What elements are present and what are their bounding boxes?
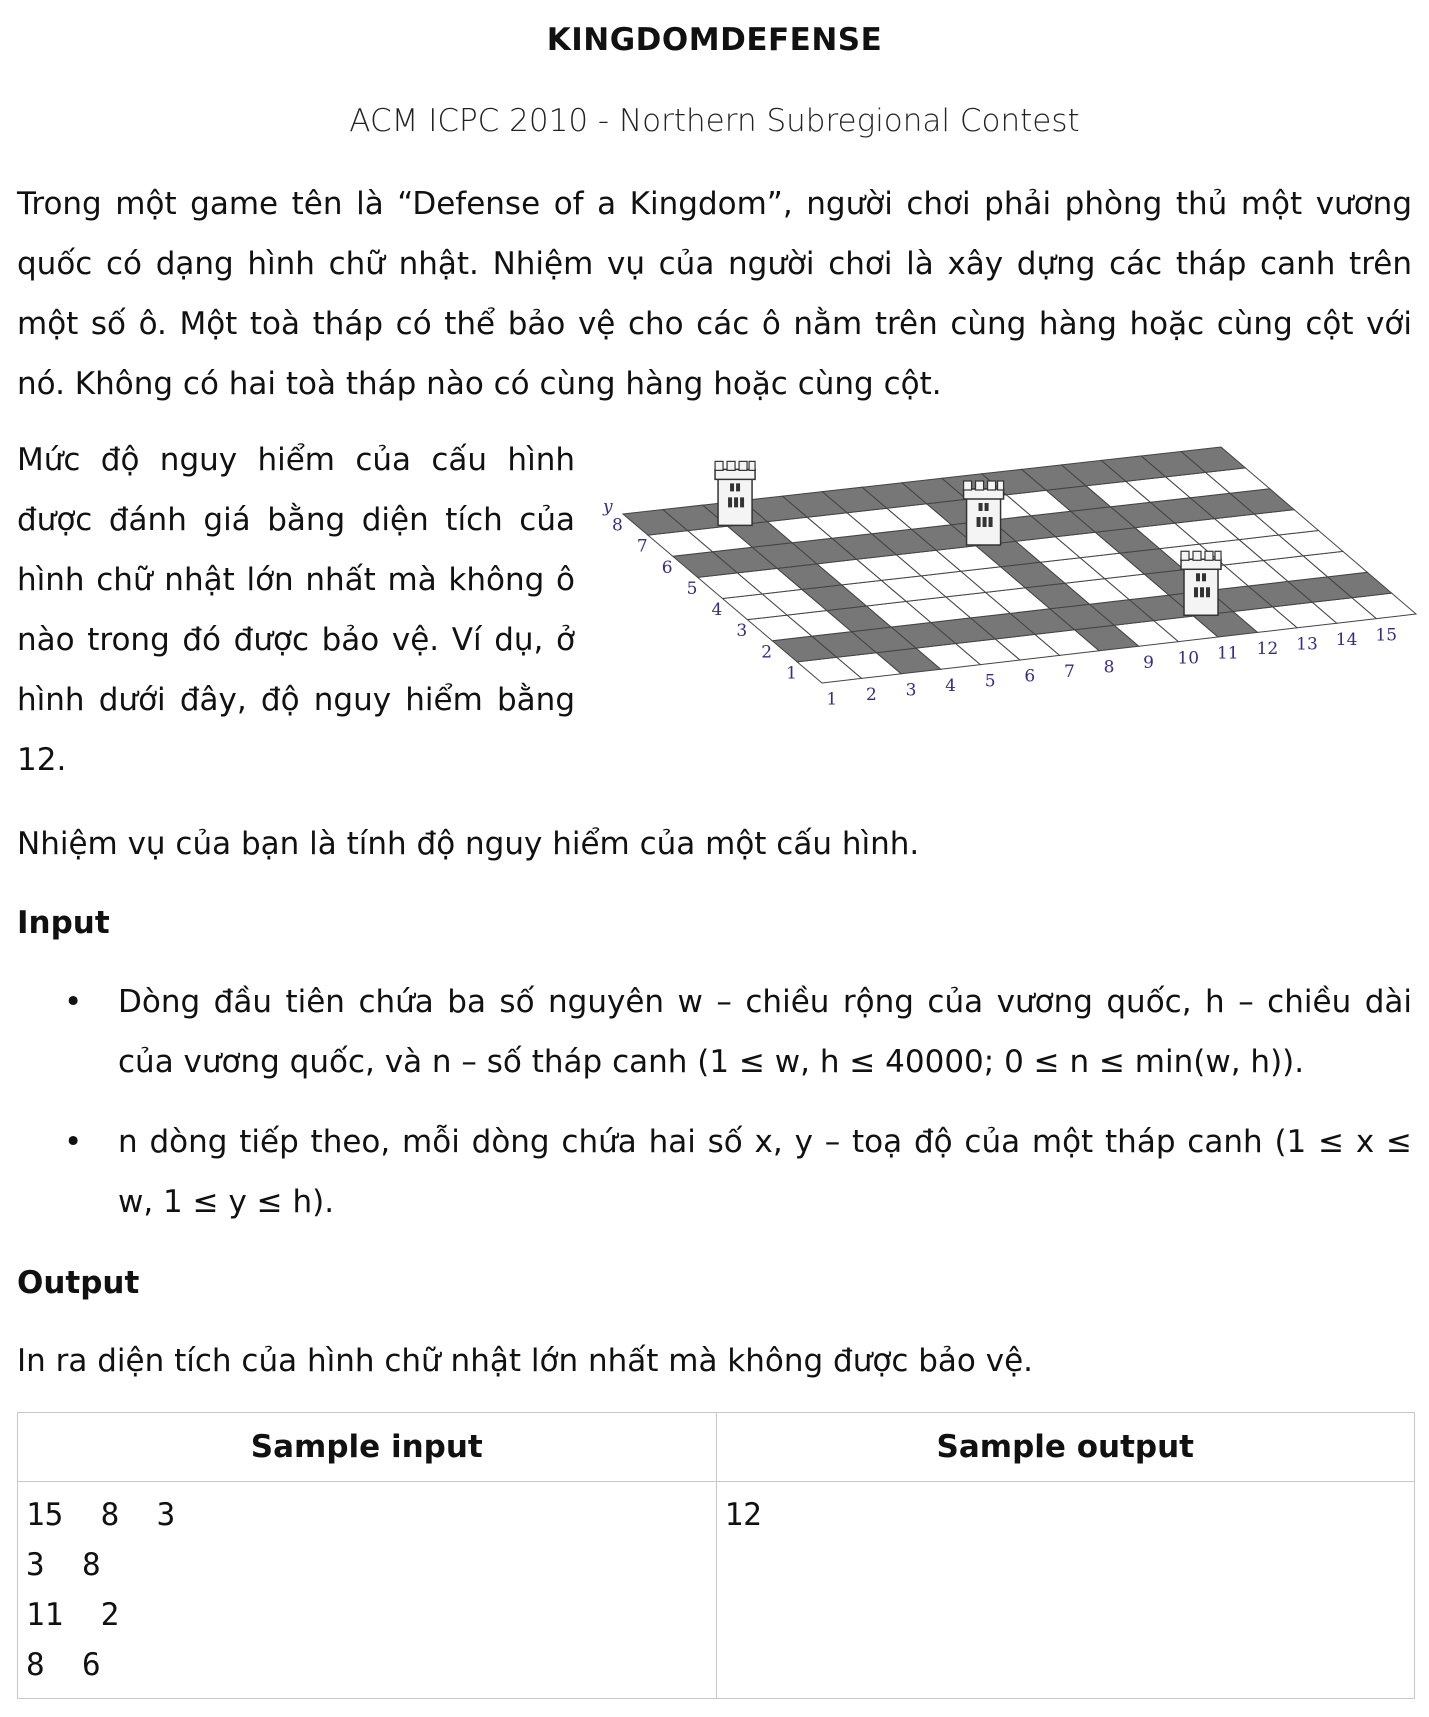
statement-paragraph-3: Nhiệm vụ của bạn là tính độ nguy hiểm của một cấu hình. — [17, 826, 920, 862]
bullet-icon: • — [64, 984, 83, 1020]
x-tick-label: 12 — [1256, 639, 1279, 660]
x-tick-label: 4 — [945, 675, 957, 696]
sample-input-line: 15 8 3 — [26, 1497, 176, 1533]
x-tick-label: 5 — [984, 671, 996, 692]
sample-table — [17, 1412, 1415, 1699]
input-bullet — [17, 1112, 1412, 1232]
sample-input-header: Sample input — [18, 1413, 717, 1482]
sample-output-cell — [716, 1482, 1415, 1699]
y-tick-label: 6 — [661, 557, 673, 578]
y-tick-label: 1 — [786, 663, 797, 684]
y-tick-label: 7 — [636, 536, 648, 557]
problem-title: KINGDOMDEFENSE — [546, 22, 883, 58]
tower-icon — [715, 461, 755, 525]
x-tick-label: 3 — [905, 680, 917, 701]
y-tick-label: 8 — [612, 515, 623, 536]
tower-icon — [1181, 551, 1221, 615]
x-tick-label: 8 — [1103, 657, 1115, 678]
output-description: In ra diện tích của hình chữ nhật lớn nhất mà không được bảo vệ. — [17, 1343, 1033, 1379]
x-tick-label: 10 — [1177, 648, 1200, 669]
sample-input-line: 11 2 — [26, 1597, 120, 1633]
tower-icon — [964, 481, 1004, 545]
input-bullet — [17, 972, 1412, 1092]
x-tick-label: 2 — [865, 685, 877, 706]
statement-paragraph-1: Trong một game tên là “Defense of a Kingdom”, người chơi phải phòng thủ một vương quốc có dạng hình chữ nhật. Nhiệm vụ của người chơi là xây dựng các tháp canh trên một số ô. Một toà tháp có thể bảo vệ cho các ô nằm trên cùng hàng hoặc cùng cột với nó. Không có hai toà tháp nào có cùng hàng hoặc cùng cột. — [17, 186, 1412, 402]
sample-output-line: 12 — [724, 1497, 762, 1533]
sample-input-line: 8 6 — [26, 1647, 101, 1683]
sample-input-line: 3 8 — [26, 1547, 101, 1583]
input-bullet-text: n dòng tiếp theo, mỗi dòng chứa hai số x, y – toạ độ của một tháp canh (1 ≤ x ≤ w, 1 ≤ y ≤ h). — [118, 1124, 1412, 1220]
kingdom-board-figure — [592, 438, 1422, 720]
x-tick-label: 6 — [1024, 666, 1036, 687]
x-tick-label: 11 — [1216, 643, 1239, 664]
x-tick-label: 14 — [1335, 629, 1358, 650]
y-tick-label: 4 — [711, 600, 723, 621]
y-tick-label: 2 — [761, 642, 773, 663]
x-tick-label: 1 — [826, 689, 838, 710]
problem-source: ACM ICPC 2010 - Northern Subregional Contest — [349, 103, 1080, 139]
x-tick-label: 13 — [1296, 634, 1318, 655]
bullet-icon: • — [64, 1124, 83, 1160]
y-axis-label: y — [603, 497, 613, 517]
y-tick-label: 3 — [736, 621, 748, 642]
x-tick-label: 7 — [1063, 662, 1075, 683]
x-tick-label: 15 — [1375, 625, 1398, 646]
y-tick-label: 5 — [686, 578, 698, 599]
output-heading: Output — [17, 1265, 140, 1301]
x-tick-label: 9 — [1143, 652, 1155, 673]
statement-paragraph-2: Mức độ nguy hiểm của cấu hình được đánh giá bằng diện tích của hình chữ nhật lớn nhất mà không ô nào trong đó được bảo vệ. Ví dụ, ở hình dưới đây, độ nguy hiểm bằng 12. — [17, 442, 575, 778]
sample-input-cell — [18, 1482, 717, 1699]
sample-output-header: Sample output — [716, 1413, 1415, 1482]
input-heading: Input — [17, 905, 110, 941]
input-bullet-text: Dòng đầu tiên chứa ba số nguyên w – chiều rộng của vương quốc, h – chiều dài của vương quốc, và n – số tháp canh (1 ≤ w, h ≤ 40000; 0 ≤ n ≤ min(w, h)). — [118, 984, 1412, 1080]
